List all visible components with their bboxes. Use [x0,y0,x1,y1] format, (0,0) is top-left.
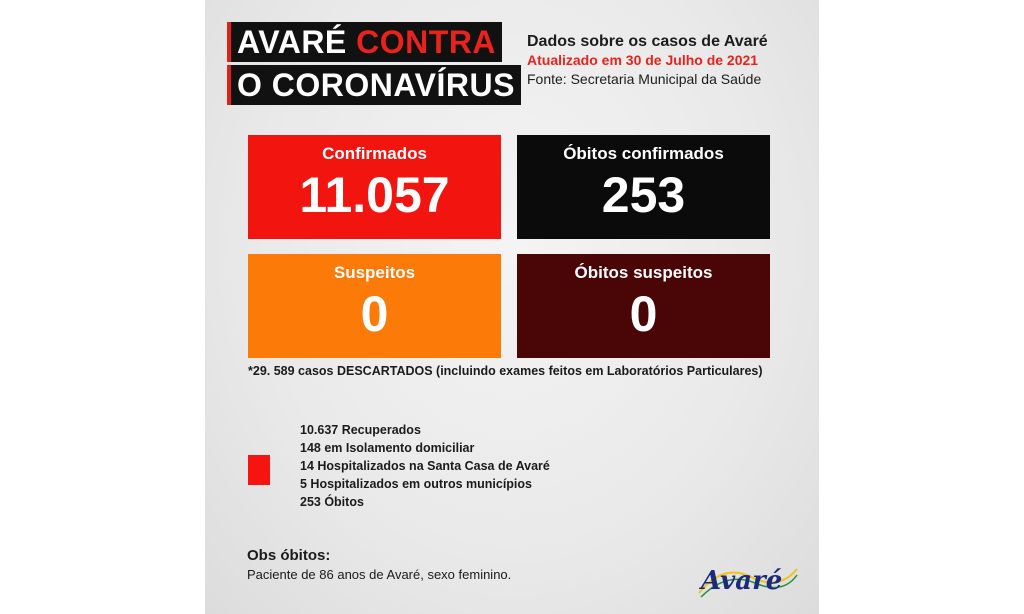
card-label: Suspeitos [333,263,416,282]
card-obitos-suspeitos [517,254,770,358]
obs-title: Obs óbitos: [247,547,331,564]
update-date: Atualizado em 30 de Julho de 2021 [527,52,759,68]
avare-logo [693,555,803,603]
covid-bulletin-poster [205,0,819,614]
title-word-contra: CONTRA [356,24,497,60]
status-item-recuperados: 10.637 Recuperados [300,423,421,437]
discarded-note: *29. 589 casos DESCARTADOS (incluindo exames feitos em Laboratórios Particulares) [248,364,763,378]
title-line-2: O CORONAVÍRUS [227,65,521,105]
status-item-obitos: 253 Óbitos [300,495,364,509]
title-word-avare: AVARÉ [237,24,347,60]
card-value: 0 [629,286,658,342]
card-label: Óbitos suspeitos [574,263,713,282]
title-line-1 [227,22,502,62]
svg-text:Avaré: Avaré [701,566,783,596]
status-color-swatch [248,455,270,485]
card-label: Confirmados [322,144,427,163]
poster-title [227,22,521,105]
card-value: 253 [601,167,686,223]
header-subtitle: Dados sobre os casos de Avaré [527,33,768,50]
status-item-outros-municipios: 5 Hospitalizados em outros municípios [300,477,532,491]
card-confirmados [248,135,501,239]
obs-text: Paciente de 86 anos de Avaré, sexo feminino. [247,567,512,582]
header-info [527,32,797,89]
status-item-santa-casa: 14 Hospitalizados na Santa Casa de Avaré [300,459,550,473]
card-suspeitos [248,254,501,358]
card-obitos-confirmados [517,135,770,239]
card-label: Óbitos confirmados [563,144,724,163]
data-source: Fonte: Secretaria Municipal da Saúde [527,71,762,87]
card-value: 0 [360,286,389,342]
obs-section [247,547,511,582]
status-list [300,421,550,511]
status-item-isolamento: 148 em Isolamento domiciliar [300,441,475,455]
card-value: 11.057 [299,167,450,223]
